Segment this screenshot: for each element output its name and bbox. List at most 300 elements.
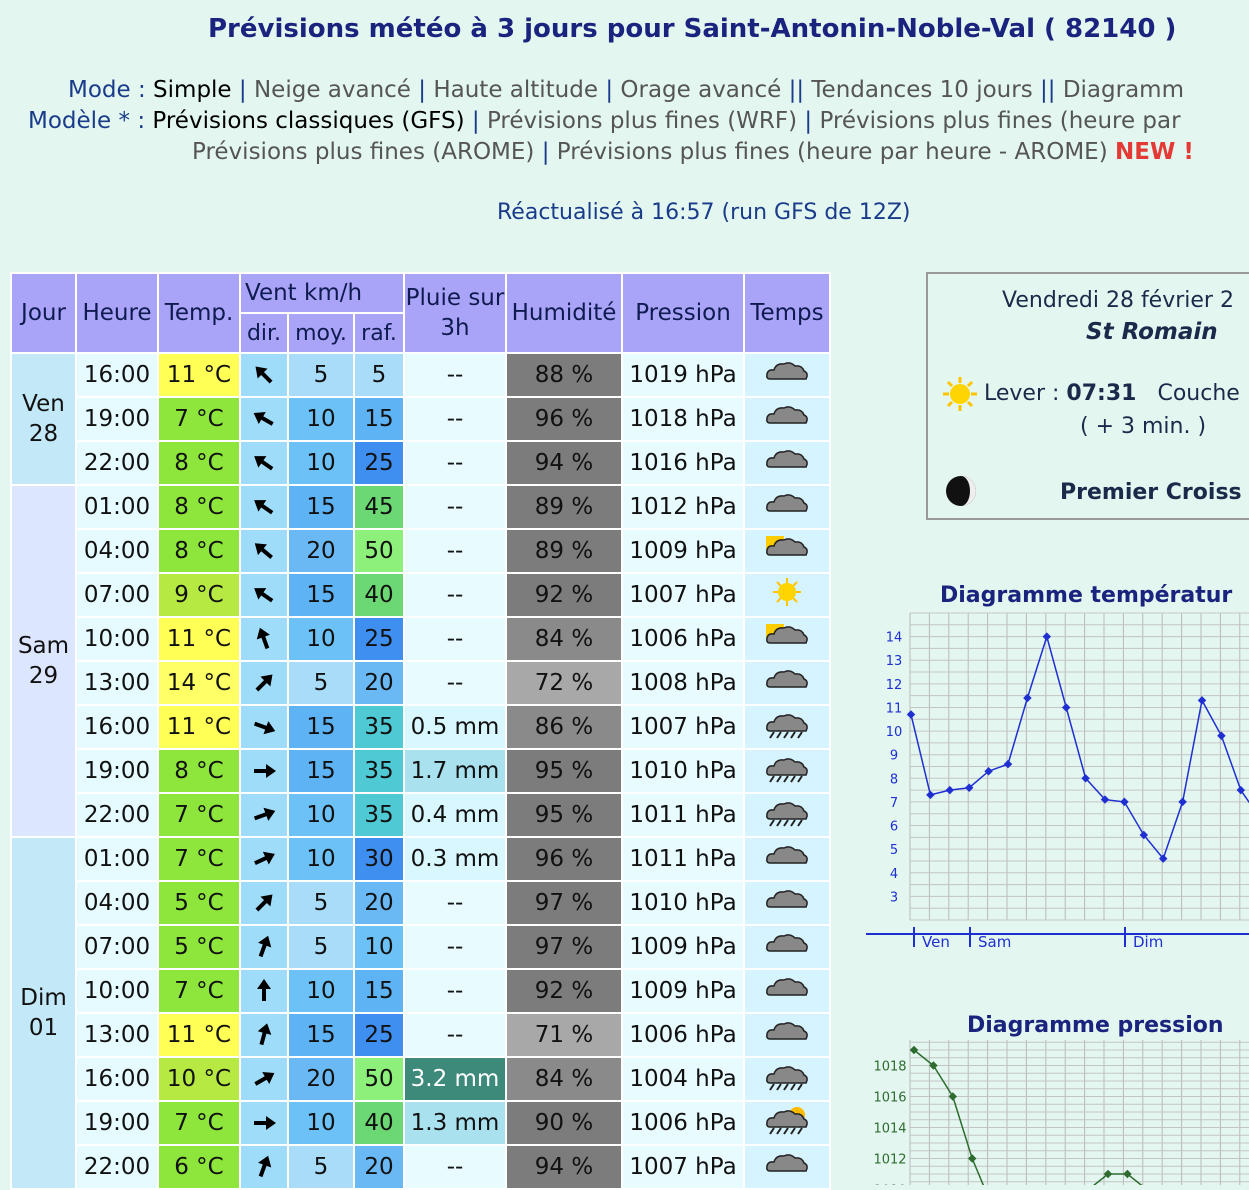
wind-arrow-icon: [251, 538, 277, 564]
humidity-cell: 92 %: [506, 573, 622, 617]
rain-weather-icon: [764, 797, 810, 827]
pressure-cell: 1012 hPa: [622, 485, 744, 529]
weather-cell: [744, 617, 830, 661]
wind-arrow-icon: [251, 846, 277, 872]
temp-cell: 6 °C: [158, 1145, 240, 1189]
wind-arrow-icon: [251, 802, 277, 828]
wind-gust-cell: 40: [354, 1101, 404, 1145]
rain-cell: --: [404, 441, 506, 485]
ephemeris-place: St Romain: [1086, 319, 1218, 345]
temp-cell: 11 °C: [158, 353, 240, 397]
y-tick-label: 12: [885, 677, 903, 693]
header-vent: Vent km/h: [240, 273, 404, 313]
day-label-text: Ven 28: [22, 391, 65, 447]
table-row: [11, 925, 830, 969]
table-row: [11, 485, 830, 529]
hour-cell: 19:00: [76, 397, 158, 441]
hour-cell: 04:00: [76, 881, 158, 925]
hour-cell: 04:00: [76, 529, 158, 573]
hour-cell: 22:00: [76, 441, 158, 485]
wind-avg-cell: 15: [288, 485, 354, 529]
rain-cell: --: [404, 925, 506, 969]
wind-gust-cell: 35: [354, 793, 404, 837]
day-label: Sam: [978, 933, 1012, 951]
wind-gust-cell: 20: [354, 881, 404, 925]
wind-gust-cell: 20: [354, 661, 404, 705]
mode-simple-link[interactable]: Simple: [153, 77, 232, 103]
humidity-cell: 90 %: [506, 1101, 622, 1145]
pressure-cell: 1016 hPa: [622, 441, 744, 485]
mode-neige-link[interactable]: Neige avancé: [253, 77, 411, 103]
pressure-cell: 1011 hPa: [622, 837, 744, 881]
temp-cell: 5 °C: [158, 881, 240, 925]
temp-point: [1120, 798, 1128, 806]
cloudy-weather-icon: [764, 489, 810, 519]
wind-gust-cell: 15: [354, 969, 404, 1013]
table-row: [11, 793, 830, 837]
cloudy-weather-icon: [764, 1149, 810, 1179]
y-tick-label: 1016: [873, 1090, 907, 1106]
rain-cell: --: [404, 617, 506, 661]
wind-avg-cell: 15: [288, 1013, 354, 1057]
modele-arome-hourly-link[interactable]: Prévisions plus fines (heure par heure - AROME): [556, 139, 1108, 165]
wind-avg-cell: 10: [288, 1101, 354, 1145]
wind-arrow-icon: [251, 890, 277, 916]
sunrise-label: Lever :: [984, 381, 1060, 406]
weather-cell: [744, 1013, 830, 1057]
pressure-point: [968, 1154, 976, 1162]
temp-point: [1004, 760, 1012, 768]
rain-cell: 1.3 mm: [404, 1101, 506, 1145]
pressure-cell: 1007 hPa: [622, 1145, 744, 1189]
forecast-table: [10, 272, 831, 1190]
wind-arrow-icon: [251, 582, 277, 608]
pressure-chart-title: Diagramme pression: [967, 1013, 1224, 1038]
wind-gust-cell: 35: [354, 749, 404, 793]
daylight-delta: ( + 3 min. ): [1080, 414, 1207, 439]
y-tick-label: 1018: [873, 1059, 907, 1075]
cloudy-weather-icon: [764, 1017, 810, 1047]
wind-dir-cell: [240, 485, 288, 529]
y-tick-label: 6: [889, 819, 899, 835]
humidity-cell: 84 %: [506, 1057, 622, 1101]
rain-weather-icon: [764, 1061, 810, 1091]
temp-cell: 11 °C: [158, 617, 240, 661]
modele-wrf-hourly-link[interactable]: Prévisions plus fines (heure par: [819, 108, 1181, 134]
y-tick-label: 14: [885, 630, 903, 646]
modele-line: Modèle * : Prévisions classiques (GFS) | Prévisions plus fines (WRF) | Prévisions plus fines (heure par: [28, 108, 1181, 134]
rain-cell: --: [404, 485, 506, 529]
hour-cell: 22:00: [76, 1145, 158, 1189]
wind-gust-cell: 40: [354, 573, 404, 617]
pressure-cell: 1010 hPa: [622, 881, 744, 925]
hour-cell: 22:00: [76, 793, 158, 837]
wind-gust-cell: 10: [354, 925, 404, 969]
partly-weather-icon: [764, 533, 810, 563]
cloudy-weather-icon: [764, 929, 810, 959]
modele-gfs-link[interactable]: Prévisions classiques (GFS): [152, 108, 465, 134]
pressure-cell: 1009 hPa: [622, 969, 744, 1013]
mode-diagramme-link[interactable]: Diagramm: [1062, 77, 1184, 103]
wind-dir-cell: [240, 837, 288, 881]
wind-dir-cell: [240, 1057, 288, 1101]
wind-arrow-icon: [251, 670, 277, 696]
weather-cell: [744, 441, 830, 485]
wind-dir-cell: [240, 1145, 288, 1189]
rain-cell: --: [404, 881, 506, 925]
rain-cell: --: [404, 529, 506, 573]
sunrise-time: 07:31: [1066, 381, 1137, 406]
y-tick-label: 9: [889, 748, 899, 764]
wind-arrow-icon: [251, 1066, 277, 1092]
hour-cell: 01:00: [76, 485, 158, 529]
temp-cell: 5 °C: [158, 925, 240, 969]
updated-status: Réactualisé à 16:57 (run GFS de 12Z): [497, 200, 911, 225]
table-row: [11, 529, 830, 573]
table-row: [11, 661, 830, 705]
temp-point: [1217, 732, 1225, 740]
hour-cell: 13:00: [76, 1013, 158, 1057]
humidity-cell: 97 %: [506, 925, 622, 969]
table-row: [11, 749, 830, 793]
wind-arrow-icon: [251, 406, 277, 432]
wind-gust-cell: 25: [354, 617, 404, 661]
rain-cell: 0.5 mm: [404, 705, 506, 749]
wind-dir-cell: [240, 661, 288, 705]
humidity-cell: 96 %: [506, 837, 622, 881]
day-label-text: Sam 29: [17, 633, 70, 689]
wind-dir-cell: [240, 397, 288, 441]
humidity-cell: 71 %: [506, 1013, 622, 1057]
weather-cell: [744, 793, 830, 837]
pressure-cell: 1008 hPa: [622, 661, 744, 705]
wind-avg-cell: 5: [288, 1145, 354, 1189]
table-row: [11, 441, 830, 485]
temp-point: [907, 710, 915, 718]
humidity-cell: 94 %: [506, 441, 622, 485]
wind-gust-cell: 45: [354, 485, 404, 529]
header-temps: Temps: [744, 273, 830, 353]
pressure-cell: 1004 hPa: [622, 1057, 744, 1101]
sun-weather-icon: [764, 577, 810, 607]
temp-cell: 7 °C: [158, 397, 240, 441]
temp-cell: 7 °C: [158, 793, 240, 837]
cloudy-weather-icon: [764, 401, 810, 431]
wind-dir-cell: [240, 441, 288, 485]
day-label: [11, 353, 76, 485]
weather-cell: [744, 837, 830, 881]
wind-arrow-icon: [251, 626, 277, 652]
rain-cell: --: [404, 1145, 506, 1189]
humidity-cell: 94 %: [506, 1145, 622, 1189]
temp-point: [1198, 696, 1206, 704]
rain-cell: 0.4 mm: [404, 793, 506, 837]
header-dir: dir.: [240, 313, 288, 353]
pressure-cell: 1019 hPa: [622, 353, 744, 397]
header-temp: Temp.: [158, 273, 240, 353]
temp-point: [1178, 798, 1186, 806]
day-label: [11, 837, 76, 1189]
wind-gust-cell: 50: [354, 1057, 404, 1101]
y-tick-label: 11: [885, 701, 903, 717]
hour-cell: 16:00: [76, 353, 158, 397]
y-tick-label: 1014: [873, 1121, 907, 1137]
wind-gust-cell: 50: [354, 529, 404, 573]
wind-gust-cell: 35: [354, 705, 404, 749]
pressure-cell: 1018 hPa: [622, 397, 744, 441]
humidity-cell: 72 %: [506, 661, 622, 705]
rain-cell: --: [404, 397, 506, 441]
cloudy-weather-icon: [764, 665, 810, 695]
pressure-line: [914, 1050, 1166, 1185]
temp-cell: 11 °C: [158, 1013, 240, 1057]
sunrise: [984, 381, 1240, 406]
mode-tendances-link[interactable]: Tendances 10 jours: [811, 77, 1033, 103]
temp-chart: [866, 605, 1249, 955]
y-tick-label: 10: [885, 725, 903, 741]
cloudy-weather-icon: [764, 445, 810, 475]
hour-cell: 16:00: [76, 1057, 158, 1101]
wind-gust-cell: 15: [354, 397, 404, 441]
pressure-cell: 1009 hPa: [622, 925, 744, 969]
wind-avg-cell: 15: [288, 573, 354, 617]
page-title: Prévisions météo à 3 jours pour Saint-Antonin-Noble-Val ( 82140 ): [208, 14, 1177, 44]
mode-line: Mode : Simple | Neige avancé | Haute altitude | Orage avancé || Tendances 10 jours || Diagramm: [68, 77, 1184, 103]
weather-cell: [744, 925, 830, 969]
wind-arrow-icon: [251, 450, 277, 476]
wind-gust-cell: 20: [354, 1145, 404, 1189]
weather-cell: [744, 1145, 830, 1189]
rain-cell: --: [404, 969, 506, 1013]
temp-cell: 8 °C: [158, 441, 240, 485]
table-row: [11, 617, 830, 661]
rain-cell: --: [404, 353, 506, 397]
day-label: [11, 485, 76, 837]
temp-point: [946, 786, 954, 794]
modele-arome-link[interactable]: Prévisions plus fines (AROME): [192, 139, 535, 165]
header-raf: raf.: [354, 313, 404, 353]
temp-cell: 8 °C: [158, 529, 240, 573]
cloudy-weather-icon: [764, 841, 810, 871]
moon-icon: [944, 474, 978, 508]
weather-cell: [744, 1057, 830, 1101]
temp-cell: 10 °C: [158, 1057, 240, 1101]
header-moy: moy.: [288, 313, 354, 353]
rain-cell: 3.2 mm: [404, 1057, 506, 1101]
wind-dir-cell: [240, 705, 288, 749]
wind-dir-cell: [240, 617, 288, 661]
mode-altitude-link[interactable]: Haute altitude: [433, 77, 599, 103]
sun-icon: [942, 376, 978, 412]
hour-cell: 07:00: [76, 573, 158, 617]
wind-dir-cell: [240, 1101, 288, 1145]
humidity-cell: 86 %: [506, 705, 622, 749]
humidity-cell: 89 %: [506, 529, 622, 573]
header-heure: Heure: [76, 273, 158, 353]
moon-phase: Premier Croiss: [1060, 480, 1242, 505]
wind-arrow-icon: [251, 758, 277, 784]
wind-avg-cell: 10: [288, 441, 354, 485]
pressure-cell: 1007 hPa: [622, 705, 744, 749]
table-row: [11, 969, 830, 1013]
table-row: [11, 353, 830, 397]
temp-cell: 11 °C: [158, 705, 240, 749]
table-row: [11, 1057, 830, 1101]
wind-avg-cell: 5: [288, 353, 354, 397]
day-label: Ven: [922, 933, 950, 951]
y-tick-label: 3: [889, 890, 899, 906]
table-row: [11, 397, 830, 441]
hour-cell: 16:00: [76, 705, 158, 749]
wind-arrow-icon: [251, 362, 277, 388]
weather-cell: [744, 353, 830, 397]
wind-arrow-icon: [251, 714, 277, 740]
table-row: [11, 881, 830, 925]
wind-avg-cell: 15: [288, 705, 354, 749]
y-tick-label: 13: [885, 654, 903, 670]
humidity-cell: 96 %: [506, 397, 622, 441]
partly-weather-icon: [764, 621, 810, 651]
pressure-cell: 1009 hPa: [622, 529, 744, 573]
humidity-cell: 92 %: [506, 969, 622, 1013]
wind-arrow-icon: [251, 494, 277, 520]
wind-avg-cell: 10: [288, 397, 354, 441]
pressure-chart: [866, 1040, 1249, 1185]
ephemeris-date: Vendredi 28 février 2: [1002, 288, 1234, 313]
new-badge: NEW !: [1115, 139, 1194, 165]
temp-chart-title: Diagramme températur: [940, 583, 1233, 608]
modele-line-2: Prévisions plus fines (AROME) | Prévisions plus fines (heure par heure - AROME) NEW !: [192, 139, 1194, 165]
hour-cell: 19:00: [76, 749, 158, 793]
hour-cell: 01:00: [76, 837, 158, 881]
pressure-cell: 1010 hPa: [622, 749, 744, 793]
wind-avg-cell: 10: [288, 617, 354, 661]
wind-arrow-icon: [251, 934, 277, 960]
header-humidite: Humidité: [506, 273, 622, 353]
wind-gust-cell: 5: [354, 353, 404, 397]
modele-wrf-link[interactable]: Prévisions plus fines (WRF): [486, 108, 798, 134]
wind-avg-cell: 5: [288, 925, 354, 969]
temp-point: [1023, 694, 1031, 702]
temp-cell: 9 °C: [158, 573, 240, 617]
wind-dir-cell: [240, 529, 288, 573]
y-tick-label: 8: [889, 772, 899, 788]
mode-label: Mode :: [68, 77, 146, 103]
showers-weather-icon: [764, 1105, 810, 1135]
day-label-text: Dim 01: [20, 985, 67, 1041]
y-tick-label: 7: [889, 795, 899, 811]
hour-cell: 10:00: [76, 617, 158, 661]
table-row: [11, 573, 830, 617]
weather-cell: [744, 969, 830, 1013]
wind-gust-cell: 30: [354, 837, 404, 881]
temp-cell: 8 °C: [158, 485, 240, 529]
pressure-cell: 1007 hPa: [622, 573, 744, 617]
weather-cell: [744, 749, 830, 793]
wind-dir-cell: [240, 573, 288, 617]
weather-cell: [744, 397, 830, 441]
mode-orage-link[interactable]: Orage avancé: [620, 77, 782, 103]
humidity-cell: 88 %: [506, 353, 622, 397]
hour-cell: 10:00: [76, 969, 158, 1013]
temp-cell: 14 °C: [158, 661, 240, 705]
y-tick-label: 1012: [873, 1152, 907, 1168]
cloudy-weather-icon: [764, 973, 810, 1003]
weather-cell: [744, 661, 830, 705]
wind-dir-cell: [240, 793, 288, 837]
modele-label: Modèle * :: [28, 108, 146, 134]
wind-avg-cell: 15: [288, 749, 354, 793]
header-pluie: Pluie sur 3h: [404, 273, 506, 353]
wind-gust-cell: 25: [354, 1013, 404, 1057]
weather-cell: [744, 881, 830, 925]
humidity-cell: 84 %: [506, 617, 622, 661]
wind-avg-cell: 10: [288, 969, 354, 1013]
ephemeris-panel: [926, 272, 1249, 520]
sunset-label: Couche: [1157, 381, 1240, 406]
temp-point: [926, 791, 934, 799]
pressure-cell: 1011 hPa: [622, 793, 744, 837]
y-tick-label: 5: [889, 843, 899, 859]
pressure-cell: 1006 hPa: [622, 1101, 744, 1145]
rain-weather-icon: [764, 753, 810, 783]
temp-point: [1043, 632, 1051, 640]
wind-dir-cell: [240, 925, 288, 969]
wind-dir-cell: [240, 353, 288, 397]
wind-avg-cell: 10: [288, 793, 354, 837]
wind-avg-cell: 5: [288, 661, 354, 705]
header-pression: Pression: [622, 273, 744, 353]
weather-cell: [744, 573, 830, 617]
pressure-cell: 1006 hPa: [622, 617, 744, 661]
hour-cell: 19:00: [76, 1101, 158, 1145]
wind-avg-cell: 5: [288, 881, 354, 925]
weather-cell: [744, 485, 830, 529]
wind-avg-cell: 20: [288, 529, 354, 573]
wind-dir-cell: [240, 1013, 288, 1057]
rain-weather-icon: [764, 709, 810, 739]
table-row: [11, 1101, 830, 1145]
wind-arrow-icon: [251, 1022, 277, 1048]
wind-dir-cell: [240, 969, 288, 1013]
wind-arrow-icon: [251, 1154, 277, 1180]
header-jour: Jour: [11, 273, 76, 353]
rain-cell: --: [404, 573, 506, 617]
wind-dir-cell: [240, 881, 288, 925]
wind-gust-cell: 25: [354, 441, 404, 485]
pressure-cell: 1006 hPa: [622, 1013, 744, 1057]
table-row: [11, 705, 830, 749]
temp-cell: 7 °C: [158, 969, 240, 1013]
weather-cell: [744, 1101, 830, 1145]
pressure-point: [949, 1092, 957, 1100]
weather-cell: [744, 529, 830, 573]
y-tick-label: 4: [889, 866, 899, 882]
wind-arrow-icon: [251, 1110, 277, 1136]
table-row: [11, 1145, 830, 1189]
wind-dir-cell: [240, 749, 288, 793]
rain-cell: --: [404, 661, 506, 705]
cloudy-weather-icon: [764, 885, 810, 915]
weather-cell: [744, 705, 830, 749]
wind-arrow-icon: [251, 978, 277, 1004]
table-row: [11, 1013, 830, 1057]
rain-cell: 0.3 mm: [404, 837, 506, 881]
temp-cell: 8 °C: [158, 749, 240, 793]
wind-avg-cell: 20: [288, 1057, 354, 1101]
day-label: Dim: [1133, 933, 1164, 951]
temp-point: [1062, 703, 1070, 711]
